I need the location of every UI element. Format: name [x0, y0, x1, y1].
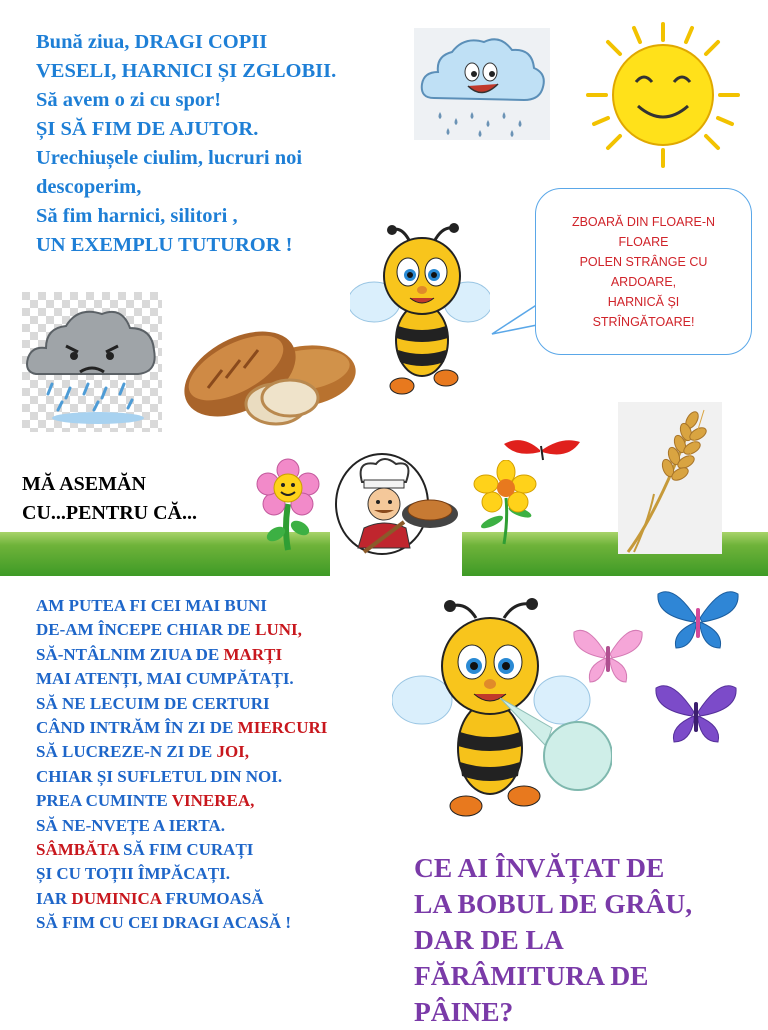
- smiling-flower-image: [254, 458, 326, 554]
- comparison-prompt: [22, 470, 197, 528]
- greeting-line: Să avem o zi cu spor!: [36, 89, 222, 111]
- bee-speech-bubble: [535, 188, 752, 355]
- poem-line: AM PUTEA FI CEI MAI BUNI: [36, 596, 267, 615]
- cartoon-bee-image: [350, 222, 490, 400]
- days-poem: [36, 594, 327, 936]
- yellow-flower-image: [470, 460, 540, 546]
- greeting-line: ȘI SĂ FIM DE AJUTOR.: [36, 118, 259, 140]
- speech-line: ARDOARE,: [610, 274, 677, 289]
- poem-line: SĂ NE LECUIM DE CERTURI: [36, 693, 270, 713]
- reflection-question: [414, 850, 754, 1030]
- greeting-line: Bună ziua, DRAGI COPII: [36, 31, 268, 53]
- greeting-line: UN EXEMPLU TUTUROR !: [36, 234, 293, 256]
- day-sunday: DUMINICA: [71, 888, 162, 908]
- question-line: PÂINE?: [414, 996, 514, 1027]
- day-thursday: JOI,: [216, 742, 250, 762]
- greeting-line: descoperim,: [36, 176, 142, 198]
- poem-line: SĂ FIM CU CEI DRAGI ACASĂ !: [36, 913, 292, 933]
- greeting-line: VESELI, HARNICI ȘI ZGLOBII.: [36, 60, 337, 82]
- baker-image: [334, 452, 460, 558]
- smiling-sun-image: [578, 20, 748, 170]
- question-line: FĂRÂMITURA DE: [414, 960, 649, 991]
- question-line: CE AI ÎNVĂȚAT DE: [414, 852, 665, 883]
- blue-butterfly-image: [654, 582, 742, 654]
- poem-line: SĂ LUCREZE-N ZI DE JOI,: [36, 742, 250, 762]
- sad-rain-cloud-image: [22, 292, 162, 432]
- bread-loaves-image: [178, 318, 358, 428]
- comparison-line-2: CU...PENTRU CĂ...: [22, 502, 197, 524]
- purple-butterfly-image: [652, 676, 740, 748]
- greeting-line: Să fim harnici, silitori ,: [36, 205, 238, 227]
- comparison-line-1: MĂ ASEMĂN: [22, 473, 146, 495]
- wheat-image: [618, 402, 722, 554]
- pink-butterfly-image: [570, 622, 646, 688]
- speech-line: HARNICĂ ȘI: [607, 294, 680, 309]
- poem-line: SĂ NE-NVEȚE A IERTA.: [36, 815, 225, 835]
- day-wednesday: MIERCURI: [237, 718, 328, 738]
- poem-line: DE-AM ÎNCEPE CHIAR DE LUNI,: [36, 620, 302, 640]
- poem-line: PREA CUMINTE VINEREA,: [36, 791, 255, 811]
- speech-line: STRÎNGĂTOARE!: [592, 314, 695, 329]
- poem-line: ȘI CU TOȚII ÎMPĂCAȚI.: [36, 864, 230, 884]
- poem-line: CÂND INTRĂM ÎN ZI DE MIERCURI: [36, 718, 328, 738]
- poem-line: SÂMBĂTA SĂ FIM CURAȚI: [36, 840, 254, 860]
- speech-line: POLEN STRÂNGE CU: [579, 254, 708, 269]
- greeting-line: Urechiușele ciulim, lucruri noi: [36, 147, 303, 169]
- day-friday: VINEREA,: [171, 791, 255, 811]
- happy-rain-cloud-image: [414, 28, 550, 140]
- red-butterfly-image: [502, 436, 582, 466]
- speech-line: FLOARE: [618, 234, 669, 249]
- poem-line: MAI ATENȚI, MAI CUMPĂTAȚI.: [36, 669, 294, 689]
- question-line: DAR DE LA: [414, 924, 564, 955]
- day-saturday: SÂMBĂTA: [36, 840, 119, 860]
- poem-line: IAR DUMINICA FRUMOASĂ: [36, 888, 264, 908]
- poem-line: SĂ-NTÂLNIM ZIUA DE MARȚI: [36, 644, 283, 664]
- day-tuesday: MARȚI: [223, 644, 283, 664]
- speech-line: ZBOARĂ DIN FLOARE-N: [571, 214, 716, 229]
- poem-line: CHIAR ȘI SUFLETUL DIN NOI.: [36, 766, 283, 786]
- day-monday: LUNI,: [255, 620, 302, 640]
- question-line: LA BOBUL DE GRÂU,: [414, 888, 693, 919]
